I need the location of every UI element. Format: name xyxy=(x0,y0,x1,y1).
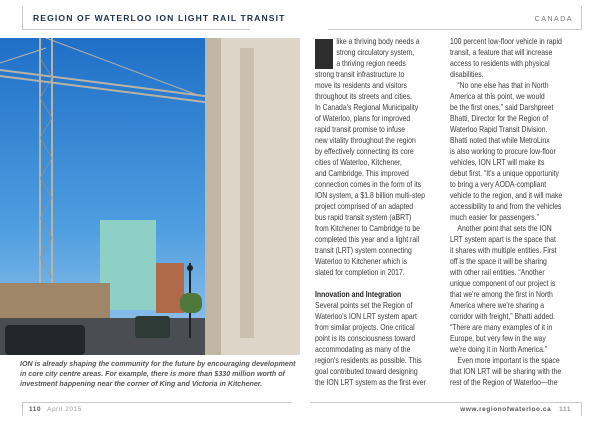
text-line: new vitality throughout the region xyxy=(315,135,416,145)
text-line: rest of the Region of Waterloo—the xyxy=(450,377,558,387)
text-line: Several points set the Region of xyxy=(315,300,413,310)
text-line: America where we're sharing a xyxy=(450,300,545,310)
magazine-header-title: REGION OF WATERLOO ION LIGHT RAIL TRANSIT xyxy=(22,6,250,30)
text-line: “There are many examples of it in xyxy=(450,322,553,332)
text-line: unique component of our project is xyxy=(450,278,556,288)
footer-left xyxy=(22,402,292,416)
text-line xyxy=(315,278,418,289)
text-line: the ION LRT system as the first ever xyxy=(315,377,426,387)
text-line: from similar projects. One critical xyxy=(315,322,415,332)
text-line: completed this year and a light rail xyxy=(315,234,420,244)
text-line: ION system, a $1.8 billion multi-step xyxy=(315,190,425,200)
text-line: is also working to procure low-floor xyxy=(450,146,556,156)
text-line: that we're among the first in North xyxy=(450,289,553,299)
issue-date: April 2015 xyxy=(47,406,82,413)
text-line: a thriving region needs xyxy=(336,58,406,68)
text-line: much easier for passengers.” xyxy=(450,212,539,222)
text-line: Even more important is the space xyxy=(457,355,560,365)
text-line: throughout its streets and cities. xyxy=(315,91,412,101)
text-line: project comprised of an adapted xyxy=(315,201,414,211)
text-line: Bhatti noted that while MetroLinx xyxy=(450,135,550,145)
text-line: Waterloo's ION LRT system apart xyxy=(315,311,417,321)
text-line: accessibility to and from the vehicles xyxy=(450,201,562,211)
text-line: strong transit infrastructure to xyxy=(315,69,405,79)
text-line: bus rapid transit system (aBRT) xyxy=(315,212,412,222)
text-line: debut first. “It's a unique opportunity xyxy=(450,168,559,178)
text-line: “No one else has that in North xyxy=(457,80,549,90)
text-line: be the first ones,” said Darshpreet xyxy=(450,102,554,112)
text-line: to bring a very AODA-compliant xyxy=(450,179,547,189)
text-line: Waterloo to Kitchener which is xyxy=(315,256,408,266)
text-line: corridor with freight,” Bhatti added. xyxy=(450,311,555,321)
text-line: and Cambridge. This improved xyxy=(315,168,409,178)
text-line: access to residents with physical xyxy=(450,58,550,68)
photo-caption: ION is already shaping the community for the future by encouraging development in core city centre areas. For example, there is more than $330 million worth of investment happening near the corner of King and Victoria in Kitchener. xyxy=(20,360,296,388)
text-line: it shares with multiple entities. First xyxy=(450,245,557,255)
text-line: move its residents and visitors xyxy=(315,80,407,90)
text-line: we're doing it in North America.” xyxy=(450,344,548,354)
text-line: rapid transit promise to infuse xyxy=(315,124,406,134)
text-line: point is its consciousness toward xyxy=(315,333,416,343)
text-line: Bhatti, Director for the Region of xyxy=(450,113,549,123)
text-line: transit, a feature that will increase xyxy=(450,47,553,57)
text-line: Another point that sets the ION xyxy=(457,223,552,233)
text-line: In Canada's Regional Municipality xyxy=(315,102,419,112)
section-label: CANADA xyxy=(328,6,582,30)
text-line: Europe, but very few in the way xyxy=(450,333,546,343)
text-line: by effectively connecting its core xyxy=(315,146,414,156)
text-line: vehicles, ION LRT will make its xyxy=(450,157,545,167)
page-number-right: 111 xyxy=(559,406,571,413)
text-line: like a thriving body needs a xyxy=(336,36,420,46)
section-heading: Innovation and Integration xyxy=(315,289,402,299)
text-line: 100 percent low-floor vehicle in rapid xyxy=(450,36,562,46)
website-url: www.regionofwaterloo.ca xyxy=(460,406,552,413)
text-line: goal contributed toward designing xyxy=(315,366,418,376)
text-line: of Waterloo, plans for improved xyxy=(315,113,411,123)
text-line: connection comes in the form of its xyxy=(315,179,422,189)
text-line: region's residents as possible. This xyxy=(315,355,422,365)
article-column-2 xyxy=(450,36,582,388)
text-line: slated for completion in 2017. xyxy=(315,267,405,277)
text-line: transit (LRT) system connecting xyxy=(315,245,412,255)
text-line: accommodating as many of the xyxy=(315,344,411,354)
text-line: disabilities. xyxy=(450,69,484,79)
text-line: with other rail entities. “Another xyxy=(450,267,545,277)
text-line: LRT system apart is the space that xyxy=(450,234,556,244)
car xyxy=(5,325,85,355)
text-line: America at this point, we would xyxy=(450,91,545,101)
text-line: vehicle to the region, and it will make xyxy=(450,190,563,200)
text-line: cities of Waterloo, Kitchener, xyxy=(315,157,402,167)
text-line: that ION LRT will be sharing with the xyxy=(450,366,562,376)
article-column-1 xyxy=(315,36,440,388)
text-line: off is the space it will be sharing xyxy=(450,256,547,266)
page-number-left: 110 xyxy=(29,406,42,413)
footer-right xyxy=(310,402,582,416)
text-line: strong circulatory system, xyxy=(336,47,415,57)
text-line: from Kitchener to Cambridge to be xyxy=(315,223,420,233)
article-photo xyxy=(0,38,300,355)
text-line: Waterloo Rapid Transit Division. xyxy=(450,124,548,134)
